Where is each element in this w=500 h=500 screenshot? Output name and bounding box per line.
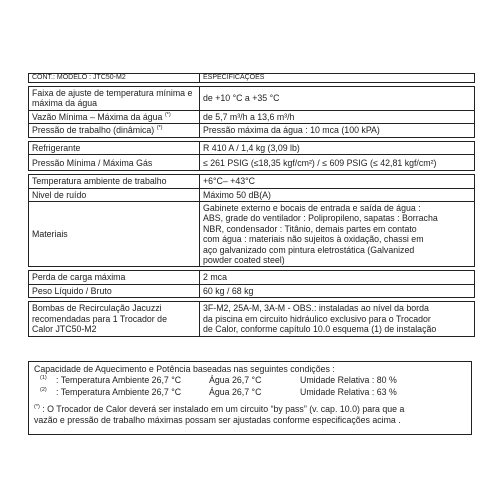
row-value: de +10 °C a +35 °C xyxy=(200,87,475,111)
footnote-marker: (*) xyxy=(164,112,171,119)
table-row xyxy=(29,302,475,336)
row-value: de 5,7 m³/h a 13,6 m³/h xyxy=(200,111,475,124)
table-row xyxy=(29,124,475,137)
condition-marker: (2) xyxy=(40,387,47,394)
condition-water: Água 26,7 °C xyxy=(209,375,262,385)
row-label: Nivel de ruído xyxy=(29,188,200,201)
footnote-marker: (*) xyxy=(156,125,163,132)
row-value: Gabinete externo e bocais de entrada e saída de água : ABS, grade do ventilador : Polipropileno, sapatas : Borracha NBR, condensador : Titânio, demais partes em contato com água : materiais não sujeitos à oxidação, chassi em aço galvanizado com pintura eletrostática (Galvanized powder coated steel) xyxy=(200,202,475,267)
row-value: Pressão máxima da água : 10 mca (100 kPA) xyxy=(200,124,475,137)
row-label: Faixa de ajuste de temperatura mínima e máxima da água xyxy=(29,87,200,111)
row-label: Perda de carga máxima xyxy=(29,271,200,284)
table-row xyxy=(29,87,475,111)
condition-water: Água 26,7 °C xyxy=(209,387,262,397)
table-row xyxy=(29,155,475,171)
row-label: Peso Líquido / Bruto xyxy=(29,284,200,297)
condition-row xyxy=(34,387,466,399)
table-row xyxy=(29,175,475,188)
row-label: Pressão de trabalho (dinâmica) (*) xyxy=(29,124,200,137)
table-row xyxy=(29,141,475,154)
condition-temperature: : Temperatura Ambiente 26,7 °C xyxy=(56,387,182,397)
row-label: Pressão Mínima / Máxima Gás xyxy=(29,155,200,171)
row-value: R 410 A / 1,4 kg (3,09 lb) xyxy=(200,141,475,154)
row-label: Bombas de Recirculação Jacuzzi recomendadas para 1 Trocador de Calor JTC50-M2 xyxy=(29,302,200,336)
specifications-header: ESPECIFICAÇÕES xyxy=(200,74,475,83)
footnote-marker: (*) xyxy=(34,404,40,411)
condition-humidity: Umidade Relativa : 80 % xyxy=(300,375,397,385)
row-value: ≤ 261 PSIG (≤18,35 kgf/cm²) / ≤ 609 PSIG (≤ 42,81 kgf/cm²) xyxy=(200,155,475,171)
notes-intro: Capacidade de Aquecimento e Potência baseadas nas seguintes condições : xyxy=(34,364,335,374)
row-label: Refrigerante xyxy=(29,141,200,154)
footnote-continuation: vazão e pressão de trabalho máximas possam ser ajustadas conforme especificações acima . xyxy=(34,415,401,425)
table-row xyxy=(29,111,475,124)
condition-row xyxy=(34,375,466,387)
table-row xyxy=(29,284,475,297)
row-label: Vazão Mínima – Máxima da água (*) xyxy=(29,111,200,124)
notes-box xyxy=(28,361,472,435)
row-label: Temperatura ambiente de trabalho xyxy=(29,175,200,188)
table-row xyxy=(29,271,475,284)
row-value: +6°C– +43°C xyxy=(200,175,475,188)
row-value: 60 kg / 68 kg xyxy=(200,284,475,297)
table-header-row xyxy=(29,74,475,83)
table-row xyxy=(29,188,475,201)
table-row xyxy=(29,202,475,267)
condition-humidity: Umidade Relativa : 63 % xyxy=(300,387,397,397)
model-header: CONT.: MODELO : JTC50-M2 xyxy=(29,74,200,83)
row-label: Materiais xyxy=(29,202,200,267)
row-value: Máximo 50 dB(A) xyxy=(200,188,475,201)
condition-temperature: : Temperatura Ambiente 26,7 °C xyxy=(56,375,182,385)
row-value: 2 mca xyxy=(200,271,475,284)
specifications-table xyxy=(28,73,475,337)
footnote: (*) : O Trocador de Calor deverá ser instalado em um circuito “by pass” (v. cap. 10.0) para que a xyxy=(34,404,405,414)
row-value: 3F-M2, 25A-M, 3A-M - OBS.: instaladas ao nível da borda da piscina em circuito hidráulico exclusivo para o Trocador de Calor, conforme capítulo 10.0 esquema (1) de instalação xyxy=(200,302,475,336)
condition-marker: (1) xyxy=(40,375,47,382)
